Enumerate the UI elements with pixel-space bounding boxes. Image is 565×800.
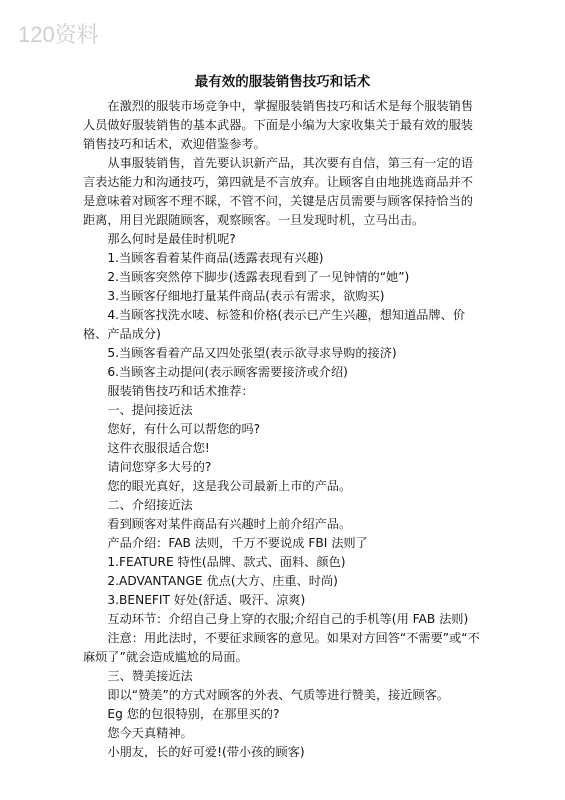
- section-2-heading: 二、介绍接近法: [107, 498, 193, 512]
- recommendation-heading: 服装销售技巧和话术推荐：: [107, 384, 254, 398]
- section-2-line-a: 看到顾客对某件商品有兴趣时上前介绍产品。: [107, 517, 352, 531]
- watermark: 120资料: [18, 22, 99, 47]
- timing-item-4: 4.当顾客找洗水唛、标签和价格(表示已产生兴趣，想知道品牌、价 格、产品成分): [83, 308, 466, 341]
- section-1-line-c: 请问您穿多大号的?: [107, 460, 212, 474]
- timing-item-1: 1.当顾客看着某件商品(透露表现有兴趣): [107, 251, 324, 265]
- timing-item-6: 6.当顾客主动提问(表示顾客需要接济或介绍): [107, 365, 348, 379]
- section-3-line-d: 小朋友，长的好可爱!(带小孩的顾客): [107, 745, 305, 759]
- section-2-note: 注意：用此法时，不要征求顾客的意见。如果对方回答“不需要”或“不麻烦了”就会造成尴尬的局面。: [83, 631, 480, 664]
- section-2-line-c: 1.FEATURE 特性(品牌、款式、面料、颜色): [107, 555, 346, 569]
- section-1-line-b: 这件衣服很适合您!: [107, 441, 210, 455]
- document-title: 最有效的服装销售技巧和话术: [194, 74, 371, 90]
- section-2-interaction: 互动环节：介绍自己身上穿的衣服;介绍自己的手机等(用 FAB 法则): [107, 612, 469, 626]
- question-best-timing: 那么何时是最佳时机呢?: [107, 232, 236, 246]
- timing-item-3: 3.当顾客仔细地打量某件商品(表示有需求，欲购买): [107, 289, 385, 303]
- paragraph-approach: 从事服装销售，首先要认识新产品，其次要有自信，第三有一定的语言表达能力和沟通技巧，第四就是不言放弃。让顾客自由地挑选商品并不是意味着对顾客不理不睬，不管不问，关键是店员需要与顾客保持恰当的距离，用目光跟随顾客，观察顾客。一旦发现时机，立马出击。: [83, 156, 474, 227]
- section-3-line-c: 您今天真精神。: [107, 726, 193, 740]
- timing-item-5: 5.当顾客看着产品又四处张望(表示欲寻求导购的接济): [107, 346, 397, 360]
- section-1-line-d: 您的眼光真好，这是我公司最新上市的产品。: [107, 479, 352, 493]
- section-2-line-b: 产品介绍：FAB 法则，千万不要说成 FBI 法则了: [107, 536, 368, 550]
- section-1-heading: 一、提问接近法: [107, 403, 193, 417]
- section-1-line-a: 您好，有什么可以帮您的吗?: [107, 422, 261, 436]
- paragraph-intro: 在激烈的服装市场竞争中，掌握服装销售技巧和话术是每个服装销售人员做好服装销售的基本武器。下面是小编为大家收集关于最有效的服装销售技巧和话术，欢迎借鉴参考。: [83, 99, 474, 151]
- timing-item-2: 2.当顾客突然停下脚步(透露表现看到了一见钟情的“她”): [107, 270, 410, 284]
- document-body: [83, 97, 483, 762]
- section-2-line-e: 3.BENEFIT 好处(舒适、吸汗、凉爽): [107, 593, 306, 607]
- section-2-line-d: 2.ADVANTANGE 优点(大方、庄重、时尚): [107, 574, 338, 588]
- section-3-heading: 三、赞美接近法: [107, 669, 193, 683]
- section-3-line-b: Eg 您的包很特别，在那里买的?: [107, 707, 280, 721]
- section-3-line-a: 即以“赞美”的方式对顾客的外表、气质等进行赞美，接近顾客。: [107, 688, 450, 702]
